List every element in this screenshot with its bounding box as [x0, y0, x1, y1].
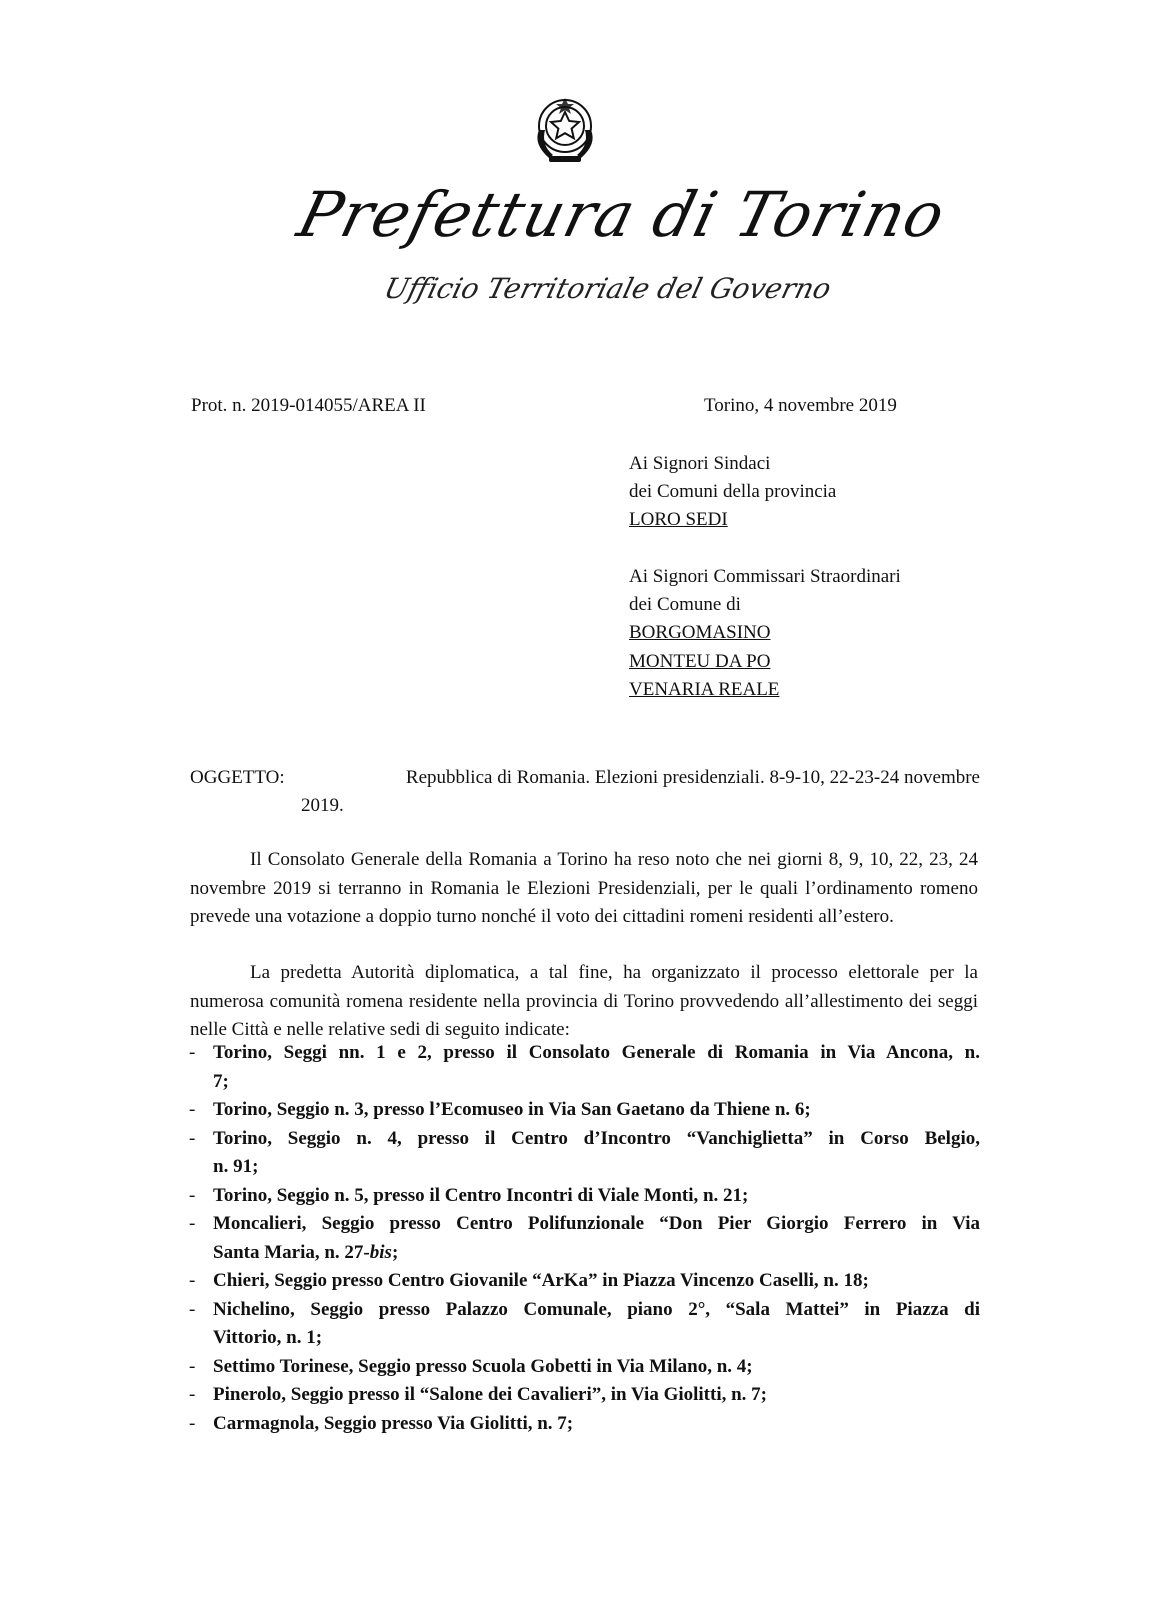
protocol-number: Prot. n. 2019-014055/AREA II [191, 395, 426, 416]
recipient-line: dei Comuni della provincia [629, 481, 837, 502]
list-item-text-continued: 7; [213, 1070, 229, 1092]
recipient-line: BORGOMASINO [629, 622, 771, 643]
letterhead-subtitle: Ufficio Territoriale del Governo [380, 272, 835, 305]
italian-republic-emblem-icon [527, 90, 603, 170]
list-dash: - [189, 1270, 196, 1291]
list-item [190, 1296, 980, 1353]
polling-stations-list [190, 1039, 980, 1438]
recipient-line: Ai Signori Sindaci [629, 453, 771, 474]
subject [190, 764, 980, 820]
list-dash: - [189, 1099, 196, 1120]
list-item-text-continued [213, 1239, 980, 1268]
list-dash: - [189, 1127, 196, 1149]
list-item-text-part: ; [391, 1241, 399, 1263]
list-item-text: Pinerolo, Seggio presso il “Salone dei Cavalieri”, in Via Giolitti, n. 7; [213, 1384, 768, 1405]
list-item-text-continued: n. 91; [213, 1156, 259, 1177]
recipient-line: MONTEU DA PO [629, 651, 771, 672]
letterhead-title: Prefettura di Torino [290, 178, 953, 251]
list-item-text: Chieri, Seggio presso Centro Giovanile “ArKa” in Piazza Vincenzo Caselli, n. 18; [213, 1270, 869, 1291]
list-item [190, 1210, 980, 1267]
list-item [190, 1410, 980, 1439]
list-item-text: Torino, Seggio n. 4, presso il Centro d’Incontro “Vanchiglietta” in Corso Belgio, [213, 1127, 980, 1149]
list-dash: - [189, 1184, 196, 1206]
paragraph-text: La predetta Autorità diplomatica, a tal fine, ha organizzato il processo elettorale per la numerosa comunità romena residente nella provincia di Torino provvedendo all’allestimento dei seggi nelle Città e nelle relative sedi di seguito indicate: [190, 962, 978, 1040]
recipient-line: Ai Signori Commissari Straordinari [629, 566, 901, 587]
paragraph [190, 846, 978, 932]
list-item-text: Torino, Seggio n. 3, presso l’Ecomuseo in Via San Gaetano da Thiene n. 6; [213, 1099, 811, 1120]
list-item-text: Carmagnola, Seggio presso Via Giolitti, n. 7; [213, 1412, 574, 1434]
subject-label: OGGETTO: [190, 767, 285, 788]
subject-text-continued: 2019. [301, 795, 344, 816]
document-date: Torino, 4 novembre 2019 [704, 395, 897, 416]
list-item-text: Settimo Torinese, Seggio presso Scuola Gobetti in Via Milano, n. 4; [213, 1355, 753, 1377]
list-item [190, 1381, 980, 1410]
list-item-text: Moncalieri, Seggio presso Centro Polifunzionale “Don Pier Giorgio Ferrero in Via [213, 1213, 980, 1234]
list-item-text-part: Santa Maria, n. 27- [213, 1241, 370, 1263]
list-dash: - [189, 1412, 196, 1434]
list-item [190, 1125, 980, 1182]
list-item [190, 1267, 980, 1296]
list-item [190, 1182, 980, 1211]
recipient-line: LORO SEDI [629, 509, 728, 530]
list-item-text: Nichelino, Seggio presso Palazzo Comunale, piano 2°, “Sala Mattei” in Piazza di [213, 1298, 980, 1320]
list-item-text-continued: Vittorio, n. 1; [213, 1327, 323, 1348]
paragraph-text: Il Consolato Generale della Romania a Torino ha reso noto che nei giorni 8, 9, 10, 22, 23, 24 novembre 2019 si terranno in Romania le Elezioni Presidenziali, per le quali l’ordinamento romeno prevede una votazione a doppio turno nonché il voto dei cittadini romeni residenti all’estero. [190, 849, 978, 927]
list-item-text: Torino, Seggio n. 5, presso il Centro Incontri di Viale Monti, n. 21; [213, 1184, 749, 1206]
paragraph [190, 959, 978, 1045]
list-item [190, 1096, 980, 1125]
list-dash: - [189, 1213, 196, 1234]
list-dash: - [189, 1298, 196, 1320]
list-item [190, 1353, 980, 1382]
subject-text: Repubblica di Romania. Elezioni presidenziali. 8-9-10, 22-23-24 novembre [405, 767, 980, 788]
recipient-line: dei Comune di [629, 594, 741, 615]
list-dash: - [189, 1355, 196, 1377]
list-dash: - [189, 1042, 196, 1063]
list-item-text: Torino, Seggi nn. 1 e 2, presso il Consolato Generale di Romania in Via Ancona, n. [213, 1042, 980, 1063]
list-item-text-italic: bis [369, 1241, 392, 1263]
list-dash: - [189, 1384, 196, 1405]
list-item [190, 1039, 980, 1096]
recipient-line: VENARIA REALE [629, 679, 780, 700]
